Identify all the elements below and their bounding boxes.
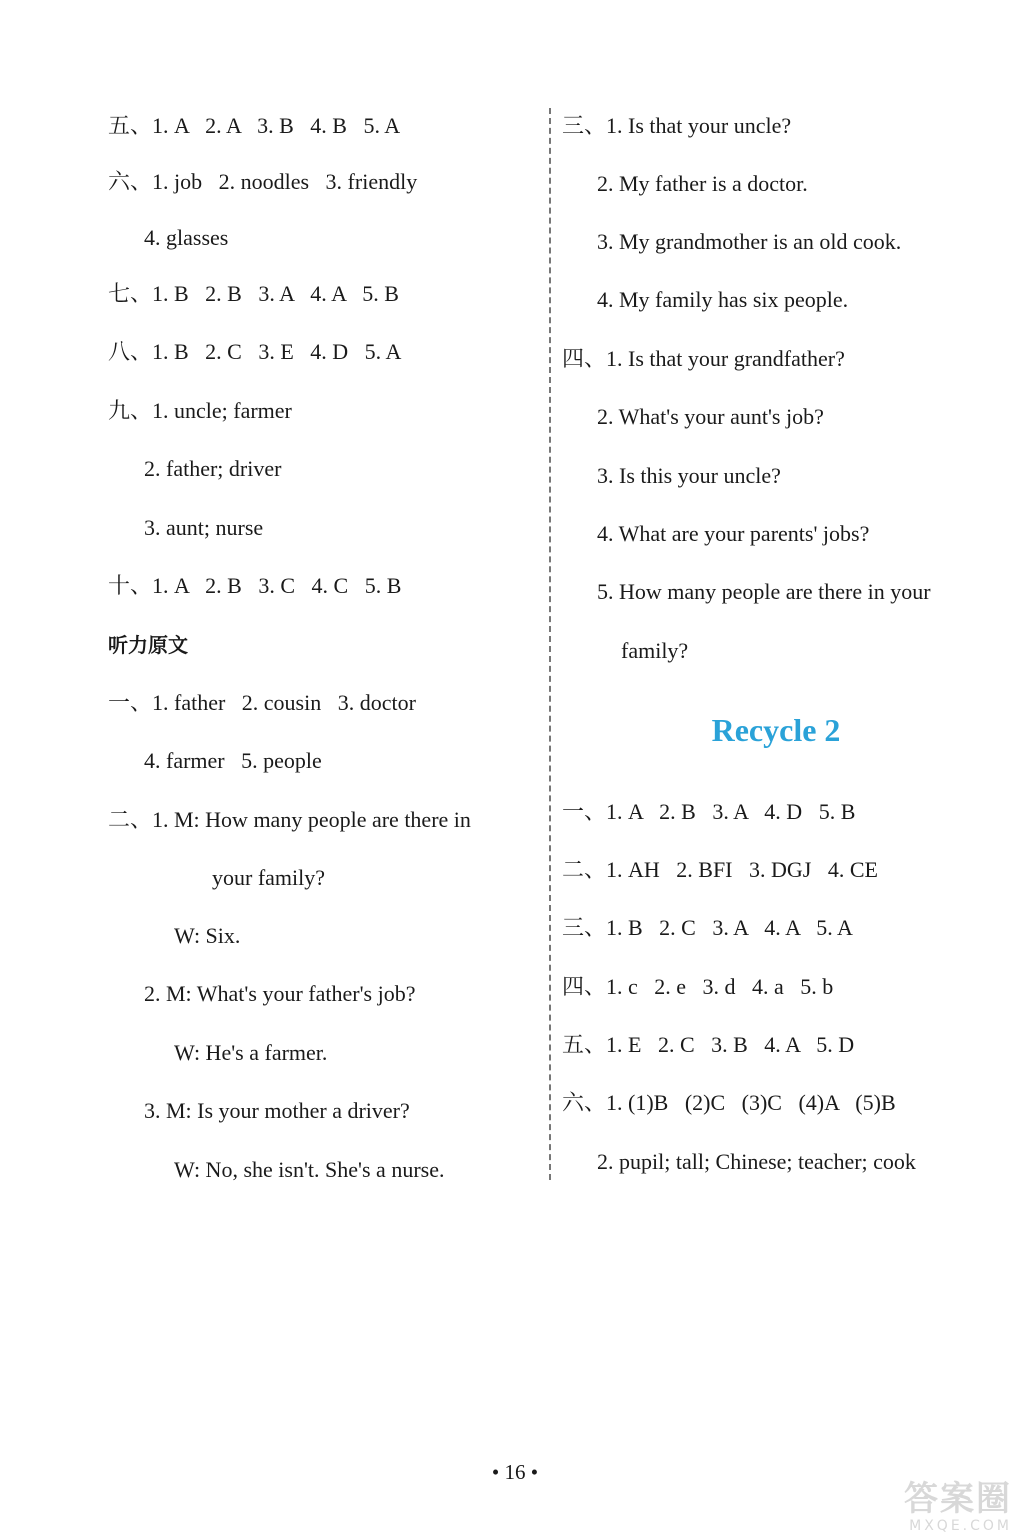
answer-line: 2. M: What's your father's job? [144,981,416,1006]
answer-line: W: He's a farmer. [174,1040,328,1065]
answer-line: 十、1. A 2. B 3. C 4. C 5. B [108,573,402,598]
answer-line: W: Six. [174,923,241,948]
answer-line: 4. farmer 5. people [144,748,322,773]
section-heading: 听力原文 [108,633,188,657]
page-number: • 16 • [491,1460,539,1484]
answer-line: your family? [212,865,326,890]
answer-line: 4. What are your parents' jobs? [597,521,870,546]
answer-line: 八、1. B 2. C 3. E 4. D 5. A [108,339,402,364]
answer-line: 一、1. A 2. B 3. A 4. D 5. B [562,799,856,824]
answer-line: 2. My father is a doctor. [597,171,808,196]
answer-line: 六、1. (1)B (2)C (3)C (4)A (5)B [562,1090,896,1115]
watermark-text: 答案圈 [904,1479,1012,1519]
answer-line: 2. father; driver [144,456,282,481]
column-divider [549,108,551,1180]
answer-line: family? [621,638,689,663]
answer-line: 三、1. B 2. C 3. A 4. A 5. A [562,915,853,940]
answer-line: 一、1. father 2. cousin 3. doctor [108,690,416,715]
answer-line: 四、1. c 2. e 3. d 4. a 5. b [562,974,834,999]
answer-line: 九、1. uncle; farmer [108,398,292,423]
section-title: Recycle 2 [711,712,841,748]
answer-line: 七、1. B 2. B 3. A 4. A 5. B [108,281,399,306]
answer-line: W: No, she isn't. She's a nurse. [174,1157,445,1182]
answer-line: 四、1. Is that your grandfather? [562,346,845,371]
answer-line: 二、1. M: How many people are there in [108,807,471,832]
answer-line: 5. How many people are there in your [597,579,931,604]
answer-line: 二、1. AH 2. BFI 3. DGJ 4. CE [562,857,878,882]
answer-line: 六、1. job 2. noodles 3. friendly [108,169,418,194]
answer-line: 4. glasses [144,225,229,250]
answer-line: 五、1. E 2. C 3. B 4. A 5. D [562,1032,855,1057]
answer-line: 3. M: Is your mother a driver? [144,1098,410,1123]
answer-line: 3. My grandmother is an old cook. [597,229,902,254]
watermark-logo [852,1479,1012,1534]
answer-line: 五、1. A 2. A 3. B 4. B 5. A [108,113,401,138]
answer-line: 三、1. Is that your uncle? [562,113,792,138]
answer-line: 2. What's your aunt's job? [597,404,824,429]
watermark-url: MXQE.COM [909,1518,1012,1534]
answer-line: 3. aunt; nurse [144,515,264,540]
answer-line: 3. Is this your uncle? [597,463,781,488]
answer-line: 4. My family has six people. [597,287,849,312]
answer-line: 2. pupil; tall; Chinese; teacher; cook [597,1149,916,1174]
